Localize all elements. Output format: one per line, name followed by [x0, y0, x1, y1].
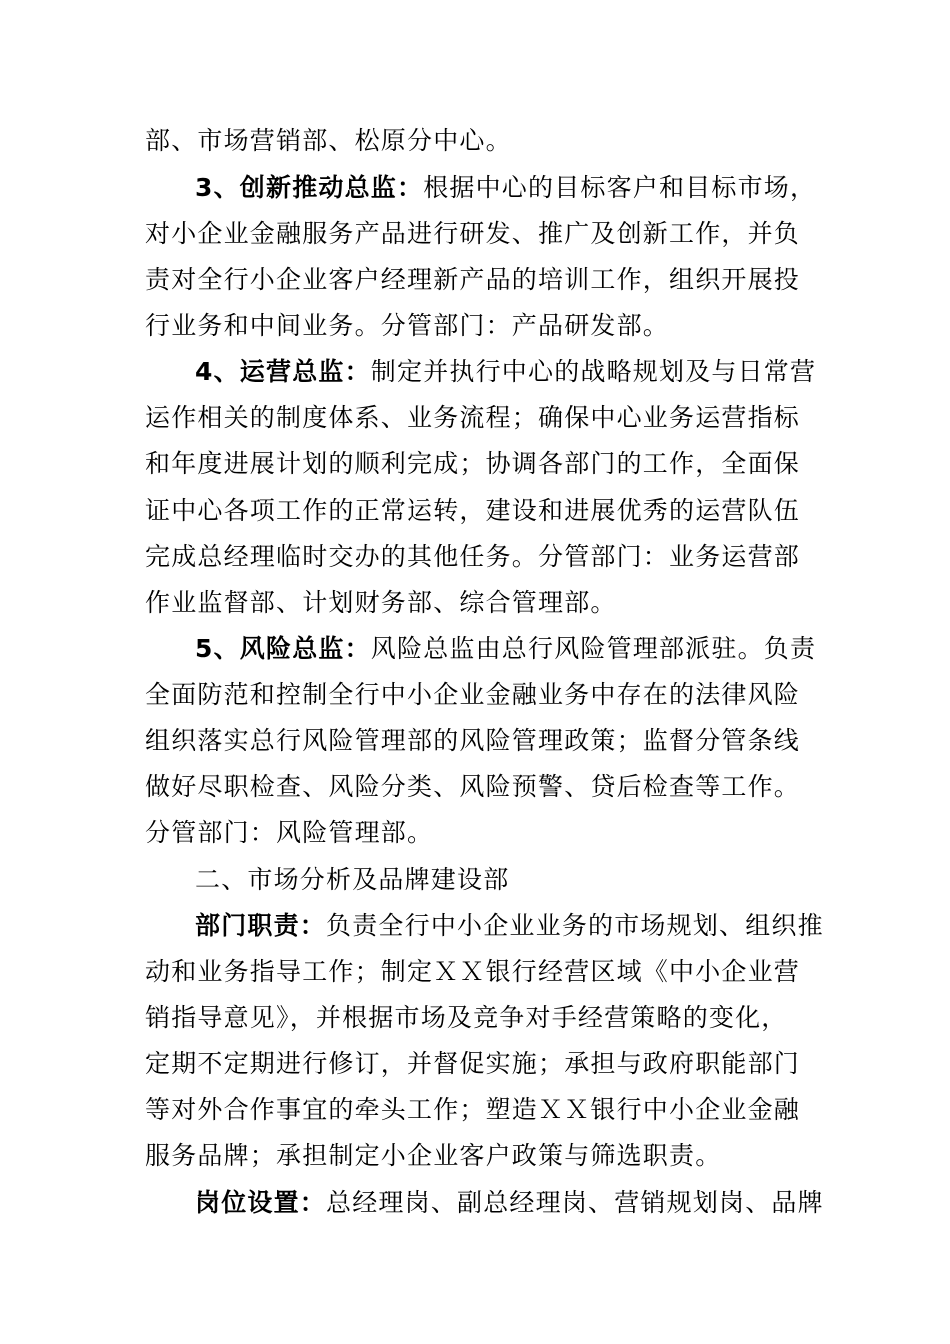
text-line: 完成总经理临时交办的其他任务。分管部门：业务运营部 — [145, 542, 801, 571]
text-line: 等对外合作事宜的牵头工作；塑造ＸＸ银行中小企业金融 — [145, 1095, 801, 1124]
section-heading-line: 4、运营总监：制定并执行中心的战略规划及与日常营 — [195, 357, 817, 386]
text-line: 责对全行小企业客户经理新产品的培训工作，组织开展投 — [145, 265, 801, 294]
text-line: 运作相关的制度体系、业务流程；确保中心业务运营指标 — [145, 403, 801, 432]
section-heading-line: 岗位设置：总经理岗、副总经理岗、营销规划岗、品牌 — [195, 1188, 824, 1217]
text-line: 对小企业金融服务产品进行研发、推广及创新工作，并负 — [145, 219, 801, 248]
text-line: 全面防范和控制全行中小企业金融业务中存在的法律风险 — [145, 680, 801, 709]
chapter-heading: 二、市场分析及品牌建设部 — [195, 865, 510, 894]
text-line: 和年度进展计划的顺利完成；协调各部门的工作，全面保 — [145, 449, 801, 478]
text-line: 销指导意见》，并根据市场及竞争对手经营策略的变化， — [145, 1003, 788, 1032]
section-label: 5、风险总监： — [195, 634, 371, 663]
text-line: 行业务和中间业务。分管部门：产品研发部。 — [145, 311, 670, 340]
section-heading-line: 5、风险总监：风险总监由总行风险管理部派驻。负责 — [195, 634, 817, 663]
section-label: 4、运营总监： — [195, 357, 371, 386]
section-heading-line: 3、创新推动总监：根据中心的目标客户和目标市场， — [195, 173, 817, 202]
section-label: 部门职责： — [195, 911, 327, 940]
text-line: 作业监督部、计划财务部、综合管理部。 — [145, 588, 617, 617]
text-line: 做好尽职检查、风险分类、风险预警、贷后检查等工作。 — [145, 772, 801, 801]
section-label: 岗位设置： — [195, 1188, 327, 1217]
text-line: 部、市场营销部、松原分中心。 — [145, 126, 512, 155]
section-label: 3、创新推动总监： — [195, 173, 424, 202]
text-line: 证中心各项工作的正常运转，建设和进展优秀的运营队伍 — [145, 496, 801, 525]
text-line: 动和业务指导工作；制定ＸＸ银行经营区域《中小企业营 — [145, 957, 801, 986]
text-line: 组织落实总行风险管理部的风险管理政策；监督分管条线 — [145, 726, 801, 755]
text-line: 分管部门：风险管理部。 — [145, 818, 434, 847]
text-line: 服务品牌；承担制定小企业客户政策与筛选职责。 — [145, 1141, 722, 1170]
section-heading-line: 部门职责：负责全行中小企业业务的市场规划、组织推 — [195, 911, 824, 940]
text-line: 定期不定期进行修订，并督促实施；承担与政府职能部门 — [145, 1049, 801, 1078]
